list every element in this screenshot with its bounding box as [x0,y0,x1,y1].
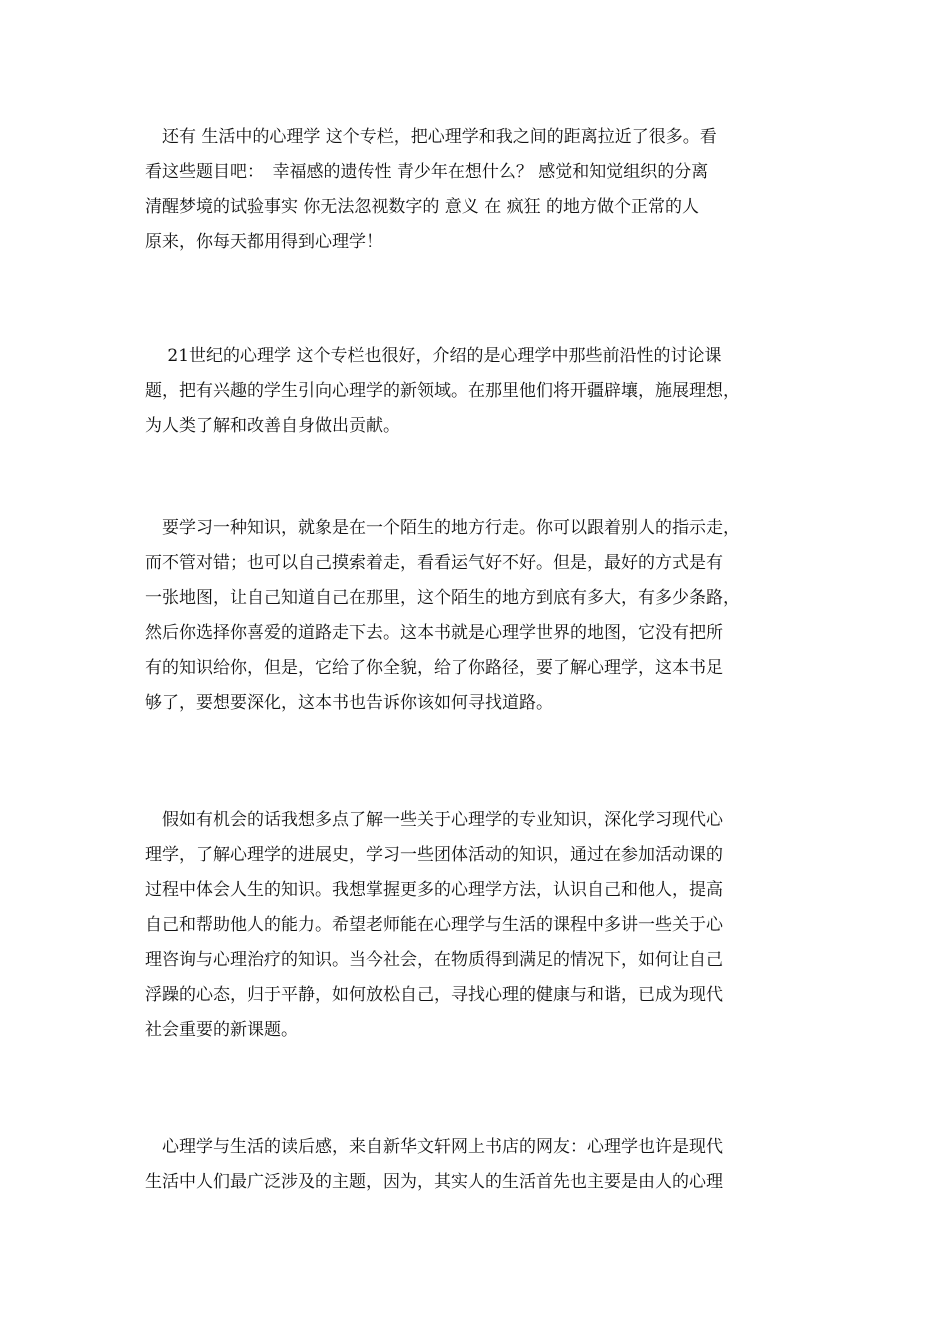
text-line: 为人类了解和改善自身做出贡献。 [145,416,400,436]
text-line: 浮躁的心态，归于平静，如何放松自己，寻找心理的健康与和谐，已成为现代 [145,985,723,1005]
text-line: 假如有机会的话我想多点了解一些关于心理学的专业知识，深化学习现代心 [145,810,723,830]
text-line: 清醒梦境的试验事实 你无法忽视数字的 意义 在 疯狂 的地方做个正常的人 [145,197,700,217]
text-line: 而不管对错；也可以自己摸索着走，看看运气好不好。但是，最好的方式是有 [145,553,723,573]
text-line: 一张地图，让自己知道自己在那里，这个陌生的地方到底有多大，有多少条路， [145,588,740,608]
text-line: 生活中人们最广泛涉及的主题，因为，其实人的生活首先也主要是由人的心理 [145,1172,723,1192]
text-line: 够了，要想要深化，这本书也告诉你该如何寻找道路。 [145,693,553,713]
text-line: 理咨询与心理治疗的知识。当今社会，在物质得到满足的情况下，如何让自己 [145,950,723,970]
paragraph-21st-century-psychology [145,339,815,444]
text-line: 21世纪的心理学 这个专栏也很好，介绍的是心理学中那些前沿性的讨论课 [145,346,722,366]
text-line: 然后你选择你喜爱的道路走下去。这本书就是心理学世界的地图，它没有把所 [145,623,723,643]
text-line: 要学习一种知识，就象是在一个陌生的地方行走。你可以跟着别人的指示走， [145,518,740,538]
text-line: 原来，你每天都用得到心理学！ [145,232,383,252]
text-line: 看这些题目吧： 幸福感的遗传性 青少年在想什么？ 感觉和知觉组织的分离 [145,162,709,182]
text-line: 还有 生活中的心理学 这个专栏，把心理学和我之间的距离拉近了很多。看 [145,127,717,147]
text-line: 自己和帮助他人的能力。希望老师能在心理学与生活的课程中多讲一些关于心 [145,915,723,935]
text-line: 题，把有兴趣的学生引向心理学的新领域。在那里他们将开疆辟壤，施展理想， [145,381,740,401]
paragraph-reader-review [145,1130,815,1200]
text-line: 理学，了解心理学的进展史，学习一些团体活动的知识，通过在参加活动课的 [145,845,723,865]
paragraph-psychology-in-life [145,120,815,260]
paragraph-learning-map [145,511,815,721]
text-line: 过程中体会人生的知识。我想掌握更多的心理学方法，认识自己和他人，提高 [145,880,723,900]
text-line: 有的知识给你，但是，它给了你全貌，给了你路径，要了解心理学，这本书足 [145,658,723,678]
text-line: 社会重要的新课题。 [145,1020,298,1040]
text-line: 心理学与生活的读后感，来自新华文轩网上书店的网友：心理学也许是现代 [145,1137,723,1157]
paragraph-future-learning [145,803,815,1048]
